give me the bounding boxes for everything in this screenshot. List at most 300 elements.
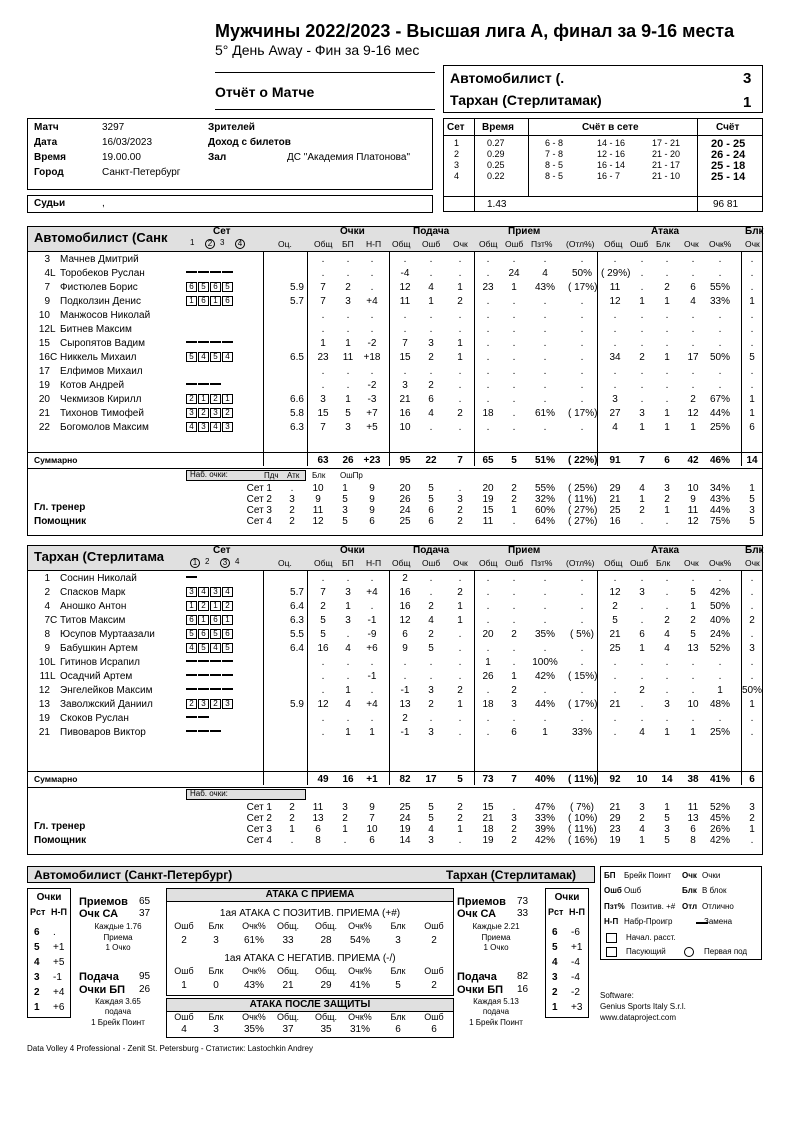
stat-cell: . xyxy=(580,422,584,433)
legend-start-mark xyxy=(606,933,617,943)
attack-value: 3 xyxy=(395,935,401,946)
set-stat-cell: 7 xyxy=(369,813,375,824)
sets-cell: 8 - 5 xyxy=(545,171,564,181)
stat-cell: 2 xyxy=(690,615,696,626)
stat-cell: . xyxy=(321,268,325,279)
stat-cell: . xyxy=(640,615,644,626)
stat-cell: 5.7 xyxy=(290,296,304,307)
player-number: 7 xyxy=(44,282,50,293)
stat-cell: 1 xyxy=(457,282,463,293)
stat-cell: +4 xyxy=(366,699,378,710)
player-name: Битнев Максим xyxy=(60,324,132,335)
player-name: Бабушкин Артем xyxy=(60,643,138,654)
set-stat-cell: 9 xyxy=(690,494,696,505)
stat-cell: 6 xyxy=(639,629,645,640)
stat-cell: 2 xyxy=(428,352,434,363)
nab-header: Пдч xyxy=(264,471,279,480)
sub-header: Ошб xyxy=(630,239,649,249)
stat-cell: . xyxy=(691,671,695,682)
total-cell: 51% xyxy=(534,455,555,466)
recv-label: Приемов xyxy=(79,896,128,908)
player-number: 20 xyxy=(38,394,50,405)
legend-value: Отлично xyxy=(702,902,734,911)
stat-cell: 43% xyxy=(534,282,555,293)
bottom-team1: Автомобилист (Санкт-Петербург) xyxy=(34,868,233,882)
stat-cell: 1 xyxy=(457,699,463,710)
attack-value: 43% xyxy=(243,980,264,991)
stat-cell: . xyxy=(403,671,407,682)
stat-cell: . xyxy=(543,296,547,307)
stat-cell: 2 xyxy=(612,601,618,612)
coach-label: Гл. тренер xyxy=(34,502,86,513)
set-stat-cell: 44% xyxy=(709,505,730,516)
legend-value: Позитив. +# xyxy=(631,902,676,911)
stat-cell: 1 xyxy=(457,352,463,363)
stat-cell: 1 xyxy=(457,615,463,626)
set-row-label: Сет 3 xyxy=(246,824,272,835)
attack-header: Блк xyxy=(208,921,224,931)
stat-cell: 26 xyxy=(482,671,494,682)
stat-cell: . xyxy=(403,366,407,377)
set-stat-cell: 11 xyxy=(312,505,324,516)
set-stat-cell: 8 xyxy=(315,835,321,846)
stat-cell: . xyxy=(370,268,374,279)
each-text: 1 Очко xyxy=(105,943,131,952)
stat-cell: 50% xyxy=(709,601,730,612)
set-stat-cell: 3 xyxy=(342,802,348,813)
stat-cell: 21 xyxy=(609,629,621,640)
stat-cell: . xyxy=(750,727,754,738)
stat-cell: 18 xyxy=(482,699,494,710)
stat-cell: 1 xyxy=(345,338,351,349)
set-stat-cell: 9 xyxy=(369,494,375,505)
attack-header: Очк% xyxy=(242,966,266,976)
attack-value: 35% xyxy=(243,1024,264,1035)
stat-cell: . xyxy=(665,268,669,279)
attack-value: 61% xyxy=(243,935,264,946)
set-stat-cell: 32% xyxy=(534,494,555,505)
bench-mark xyxy=(186,341,197,343)
rotation-square: 2 xyxy=(186,699,197,709)
group-header: Прием xyxy=(508,226,541,237)
stat-cell: 18 xyxy=(482,408,494,419)
sets-cell: 16 - 7 xyxy=(597,171,621,181)
recv-label: Приемов xyxy=(457,896,506,908)
stat-cell: 7 xyxy=(320,587,326,598)
stat-cell: 2 xyxy=(402,573,408,584)
rotation-square: 6 xyxy=(222,629,233,639)
stat-cell: . xyxy=(321,713,325,724)
bench-mark xyxy=(186,674,197,676)
total-cell: 7 xyxy=(511,774,517,785)
attack-value: 2 xyxy=(181,935,187,946)
coach-label: Гл. тренер xyxy=(34,821,86,832)
stat-cell: . xyxy=(613,324,617,335)
player-number: 21 xyxy=(38,408,50,419)
player-rotation xyxy=(186,296,234,307)
bench-mark xyxy=(198,383,209,385)
total-cell: 5 xyxy=(457,774,463,785)
sub-header: Н-П xyxy=(366,239,382,249)
sets-cell: 17 - 21 xyxy=(652,138,681,148)
attack-header: Блк xyxy=(208,966,224,976)
stat-cell: . xyxy=(750,573,754,584)
stat-cell: . xyxy=(346,380,350,391)
player-number: 15 xyxy=(38,338,50,349)
stat-cell: . xyxy=(750,671,754,682)
stat-cell: . xyxy=(613,657,617,668)
stat-cell: -2 xyxy=(367,380,377,391)
sets-cell: 20 - 25 xyxy=(711,138,746,150)
stat-cell: 21 xyxy=(609,699,621,710)
set-stat-cell: . xyxy=(290,483,294,494)
stat-cell: . xyxy=(370,573,374,584)
player-rotation xyxy=(186,629,234,640)
stat-cell: 2 xyxy=(428,380,434,391)
stat-cell: 3 xyxy=(428,338,434,349)
set-stat-cell: 29 xyxy=(609,813,621,824)
stat-cell: . xyxy=(580,713,584,724)
stat-cell: . xyxy=(486,310,490,321)
rotation-square: 1 xyxy=(198,615,209,625)
attack-value: 1 xyxy=(181,980,187,991)
stat-cell: 1 xyxy=(639,643,645,654)
stat-cell: 4 xyxy=(612,422,618,433)
col-divider xyxy=(263,571,264,785)
rotation-np: -4 xyxy=(571,972,580,983)
stat-cell: . xyxy=(543,366,547,377)
set-stat-cell: 5 xyxy=(428,802,434,813)
stat-cell: 5 xyxy=(690,587,696,598)
sets-header-total: Счёт xyxy=(716,122,740,133)
attack-header: Ошб xyxy=(424,921,444,931)
bench-mark xyxy=(198,716,209,718)
stat-cell: 7 xyxy=(402,338,408,349)
set-stat-cell: 75% xyxy=(709,516,730,527)
stat-cell: 100% xyxy=(532,657,558,668)
stat-cell: . xyxy=(429,422,433,433)
total-divider-bottom xyxy=(27,787,763,788)
attack-value: 31% xyxy=(349,1024,370,1035)
legend-value: Ошб xyxy=(624,886,642,895)
set-stat-cell: 6 xyxy=(315,824,321,835)
stat-cell: . xyxy=(512,615,516,626)
stat-cell: 12 xyxy=(399,282,411,293)
stat-cell: . xyxy=(750,657,754,668)
stat-cell: . xyxy=(512,310,516,321)
stat-cell: 6.3 xyxy=(290,422,304,433)
sets-cell: 0.27 xyxy=(487,138,505,148)
set-stat-cell: 2 xyxy=(457,505,463,516)
stat-cell: 3 xyxy=(639,408,645,419)
stat-cell: -9 xyxy=(367,629,377,640)
stat-cell: 2 xyxy=(457,587,463,598)
total-cell: 63 xyxy=(317,455,329,466)
stat-cell: . xyxy=(321,310,325,321)
sets-cell: 25 - 18 xyxy=(711,160,746,172)
stat-cell: . xyxy=(486,380,490,391)
set-stat-cell: 5 xyxy=(664,813,670,824)
rotation-np: -6 xyxy=(571,927,580,938)
stat-cell: 4 xyxy=(664,629,670,640)
set-stat-cell: 60% xyxy=(534,505,555,516)
set-stat-cell: 5 xyxy=(749,494,755,505)
bench-mark xyxy=(222,271,233,273)
group-header: Атака xyxy=(651,545,680,556)
total-cell: 49 xyxy=(317,774,329,785)
player-number: 4 xyxy=(44,268,50,279)
stat-cell: 1 xyxy=(664,422,670,433)
set-stat-cell: 1 xyxy=(342,483,348,494)
rotation-num: 3 xyxy=(34,972,40,983)
stat-cell: . xyxy=(346,366,350,377)
stat-cell: 16 xyxy=(317,643,329,654)
rotation-square: 3 xyxy=(222,699,233,709)
stat-cell: . xyxy=(543,310,547,321)
stat-cell: 2 xyxy=(639,685,645,696)
stat-cell: 33% xyxy=(571,727,592,738)
stat-cell: . xyxy=(665,338,669,349)
set-stat-cell: 2 xyxy=(511,835,517,846)
rotation-square: 3 xyxy=(210,587,221,597)
stat-cell: . xyxy=(640,282,644,293)
sub-header: Н-П xyxy=(366,558,382,568)
stat-cell: . xyxy=(321,657,325,668)
stat-cell: 4 xyxy=(690,296,696,307)
stat-cell: 7 xyxy=(320,422,326,433)
bp-value: 16 xyxy=(517,984,529,995)
player-rotation xyxy=(186,671,234,681)
player-rotation xyxy=(186,685,234,695)
total-cell: 7 xyxy=(457,455,463,466)
attack-header: Общ. xyxy=(276,1012,300,1022)
stat-cell: 2 xyxy=(457,296,463,307)
stat-cell: 5.9 xyxy=(290,699,304,710)
attack-header: Очк% xyxy=(348,921,372,931)
player-number: 7 xyxy=(44,615,50,626)
stat-cell: . xyxy=(543,601,547,612)
stat-cell: 10 xyxy=(687,699,699,710)
set-stat-cell: 10 xyxy=(687,483,699,494)
set-stat-cell: 11 xyxy=(482,516,494,527)
stat-cell: 67% xyxy=(709,394,730,405)
stat-cell: 4 xyxy=(428,615,434,626)
each-text: Приема xyxy=(103,933,133,942)
stat-cell: 1 xyxy=(457,601,463,612)
nab-header: Блк xyxy=(312,471,326,480)
stat-cell: . xyxy=(321,366,325,377)
sub-header: Очк xyxy=(745,558,760,568)
bench-mark xyxy=(222,660,233,662)
attack-value: 54% xyxy=(349,935,370,946)
player-name: Богомолов Максим xyxy=(60,422,149,433)
rotation-square: 6 xyxy=(210,615,221,625)
bench-mark xyxy=(186,688,197,690)
set-stat-cell: 26 xyxy=(399,494,411,505)
stat-cell: +4 xyxy=(366,587,378,598)
stat-cell: 3 xyxy=(428,727,434,738)
stat-cell: . xyxy=(458,254,462,265)
player-number: 16 xyxy=(38,352,50,363)
legend-first-serve-mark xyxy=(684,947,694,957)
stat-cell: 2 xyxy=(428,699,434,710)
stat-cell: . xyxy=(580,254,584,265)
stat-cell: 34 xyxy=(609,352,621,363)
rotation-num: 2 xyxy=(34,987,40,998)
sub-header: (Отл%) xyxy=(566,558,595,568)
time-label: Время xyxy=(34,152,66,163)
stat-cell: 6.6 xyxy=(290,394,304,405)
sets-cell: 1 xyxy=(454,138,460,148)
sub-header: Общ xyxy=(604,558,623,568)
stat-cell: . xyxy=(691,268,695,279)
referee-value: , xyxy=(102,198,105,209)
stat-cell: 2 xyxy=(428,601,434,612)
legend-key: Блк xyxy=(682,886,697,895)
rotation-num: 5 xyxy=(552,942,558,953)
stat-cell: . xyxy=(543,615,547,626)
rotation-square: 3 xyxy=(222,422,233,432)
legend-value: Первая под xyxy=(704,947,748,956)
stat-cell: 2 xyxy=(345,282,351,293)
rotation-np: +3 xyxy=(571,1002,583,1013)
rotation-square: 4 xyxy=(186,422,197,432)
stat-cell: . xyxy=(512,352,516,363)
referee-box xyxy=(27,195,433,213)
stat-cell: . xyxy=(543,685,547,696)
set-stat-cell: 2 xyxy=(664,494,670,505)
sub-header: Ошб xyxy=(505,558,524,568)
stat-cell: . xyxy=(718,366,722,377)
sub-header: Блк xyxy=(656,239,671,249)
stat-cell: . xyxy=(512,587,516,598)
sets-header-time: Время xyxy=(482,122,514,133)
total-cell: 22 xyxy=(425,455,437,466)
player-name: Никкель Михаил xyxy=(60,352,137,363)
sub-header: Блк xyxy=(656,558,671,568)
stat-cell: . xyxy=(580,573,584,584)
sets-cell: 2 xyxy=(454,149,460,159)
rotation-square: 6 xyxy=(222,296,233,306)
player-number: 3 xyxy=(44,254,50,265)
total-cell: 41% xyxy=(709,774,730,785)
set-stat-cell: 8 xyxy=(690,835,696,846)
stat-cell: ( 15%) xyxy=(568,671,598,682)
total-cell: +23 xyxy=(363,455,381,466)
referee-label: Судьи xyxy=(34,198,66,209)
group-header: Блк xyxy=(745,545,764,556)
set-stat-cell: 6 xyxy=(428,505,434,516)
stat-cell: 6.4 xyxy=(290,643,304,654)
bench-mark xyxy=(210,383,221,385)
attack-header: Блк xyxy=(390,1012,406,1022)
stat-cell: . xyxy=(458,727,462,738)
stat-cell: 17 xyxy=(687,352,699,363)
legend-key: Ошб xyxy=(604,886,622,895)
attack-header: Общ. xyxy=(276,921,300,931)
set-stat-cell: 12 xyxy=(687,516,699,527)
stat-cell: ( 5%) xyxy=(570,629,594,640)
stat-cell: . xyxy=(486,324,490,335)
set-stat-cell: 20 xyxy=(399,483,411,494)
rotation-np: -4 xyxy=(571,957,580,968)
attack-value: 29 xyxy=(320,980,332,991)
attack-reception-title: АТАКА С ПРИЕМА xyxy=(265,889,355,900)
sub-header: Ошб xyxy=(505,239,524,249)
sub-header: Общ xyxy=(479,239,498,249)
stat-cell: . xyxy=(665,685,669,696)
bench-mark xyxy=(210,730,221,732)
player-rotation xyxy=(186,727,222,737)
stat-cell: . xyxy=(580,310,584,321)
stat-cell: 10 xyxy=(399,422,411,433)
team-name: Автомобилист (Санк xyxy=(34,230,168,245)
stat-cell: 5 xyxy=(690,629,696,640)
set-stat-cell: 2 xyxy=(749,813,755,824)
group-header: Подача xyxy=(413,545,450,556)
stat-cell: 44% xyxy=(534,699,555,710)
stat-cell: . xyxy=(640,268,644,279)
stat-cell: . xyxy=(640,310,644,321)
stat-cell: . xyxy=(640,380,644,391)
set-stat-cell: 24 xyxy=(399,813,411,824)
sub-header: Общ xyxy=(314,558,333,568)
stat-cell: 2 xyxy=(639,352,645,363)
stat-cell: 6.3 xyxy=(290,615,304,626)
stat-cell: . xyxy=(613,727,617,738)
stat-cell: . xyxy=(370,713,374,724)
stat-cell: 1 xyxy=(690,601,696,612)
stat-cell: . xyxy=(321,324,325,335)
rotation-np: -1 xyxy=(53,972,62,983)
sub-header: Пзт% xyxy=(531,558,553,568)
stat-cell: . xyxy=(486,713,490,724)
set-stat-cell: 34% xyxy=(709,483,730,494)
stat-cell: . xyxy=(750,282,754,293)
stat-cell: . xyxy=(580,587,584,598)
stat-cell: 1 xyxy=(511,282,517,293)
stat-cell: 3 xyxy=(511,699,517,710)
stat-cell: 3 xyxy=(428,685,434,696)
set-stat-cell: 16 xyxy=(609,516,621,527)
player-rotation xyxy=(186,587,234,598)
stat-cell: +5 xyxy=(366,422,378,433)
rotation-square: 4 xyxy=(210,422,221,432)
stat-cell: 7 xyxy=(320,282,326,293)
set-stat-cell: 10 xyxy=(366,824,378,835)
attack-header: Ошб xyxy=(424,1012,444,1022)
sub-header: Очк xyxy=(684,239,699,249)
page-subtitle: 5° День Away - Фин за 9-16 мес xyxy=(215,42,420,58)
rotation-num: 1 xyxy=(552,1002,558,1013)
stat-cell: . xyxy=(486,685,490,696)
stat-cell: . xyxy=(458,643,462,654)
stat-cell: . xyxy=(512,422,516,433)
attack-header: Очк% xyxy=(242,1012,266,1022)
stat-cell: 1 xyxy=(749,394,755,405)
set-stat-cell: 42% xyxy=(709,835,730,846)
stat-cell: 1 xyxy=(428,296,434,307)
player-number: 11 xyxy=(39,671,50,682)
total-cell: 46% xyxy=(709,455,730,466)
sets-cell: 4 xyxy=(454,171,460,181)
player-name: Сыропятов Вадим xyxy=(60,338,146,349)
legend-key: Отл xyxy=(682,902,698,911)
stat-cell: 5.5 xyxy=(290,629,304,640)
stat-cell: . xyxy=(321,380,325,391)
rotation-square: 2 xyxy=(198,601,209,611)
bench-mark xyxy=(186,271,197,273)
